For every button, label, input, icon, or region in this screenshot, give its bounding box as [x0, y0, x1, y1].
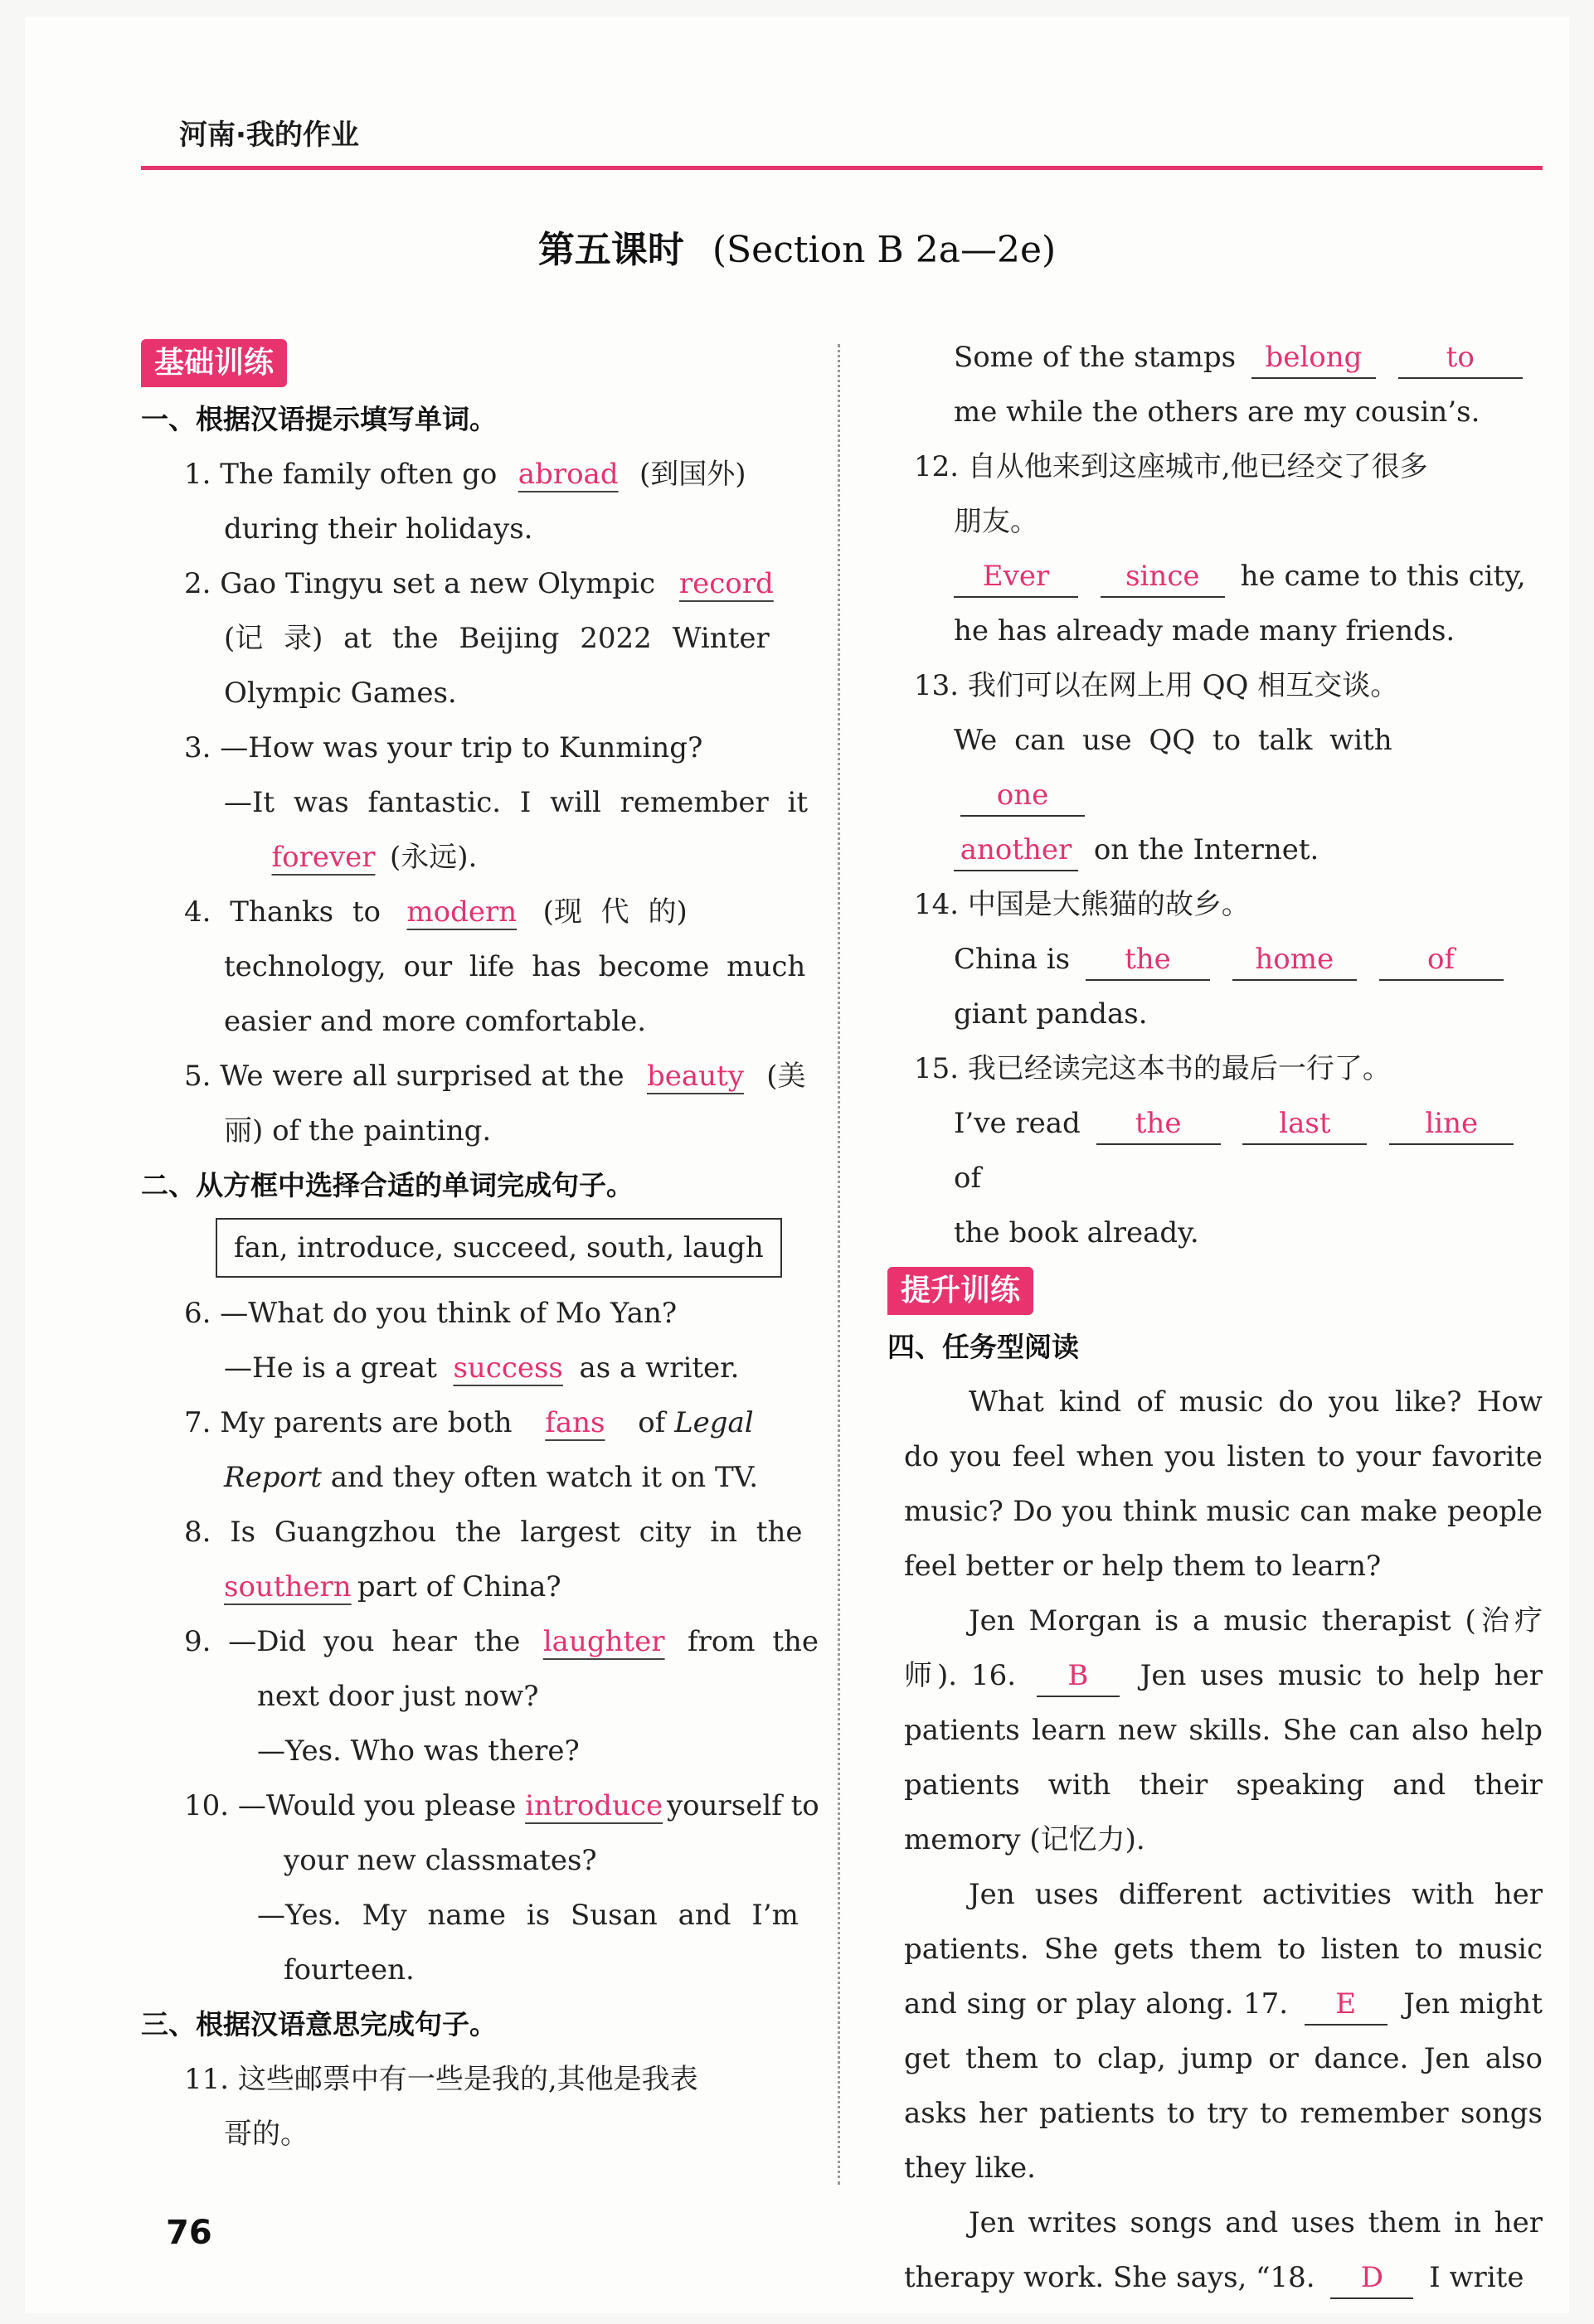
right-column	[887, 330, 1543, 2305]
p3-text-a: Jen uses different activities with her patients. She gets them to listen to music and sing or play along. 17.	[904, 1878, 1543, 2021]
q14-answer-3: of	[1379, 939, 1504, 981]
section-one-heading: 一、根据汉语提示填写单词。	[141, 403, 497, 435]
q7-text: 7. My parents are both	[184, 1406, 513, 1439]
q5-hint: (美	[766, 1060, 806, 1093]
q1-answer: abroad	[518, 458, 619, 491]
q12-answer-1: Ever	[954, 556, 1078, 598]
answer-16: B	[1037, 1656, 1120, 1697]
q1-text: 1. The family often go	[184, 458, 498, 491]
question-9	[141, 1614, 829, 1669]
q5-text: 5. We were all surprised at the	[184, 1060, 624, 1093]
q3-hint: (永远).	[390, 841, 478, 874]
lesson-section: (Section B 2a—2e)	[712, 229, 1057, 271]
q2-continuation: (记 录) at the Beijing 2022 Winter	[224, 622, 770, 655]
q11-text: Some of the stamps	[954, 341, 1237, 374]
q14-text: China is	[954, 943, 1071, 976]
question-13: 13. 我们可以在网上用 QQ 相互交谈。	[914, 669, 1399, 702]
q6-tail: as a writer.	[579, 1351, 740, 1385]
q11-continuation: 哥的。	[224, 2118, 309, 2151]
q9-tail: from the	[688, 1625, 819, 1658]
q9-text: 9. —Did you hear the	[184, 1625, 521, 1658]
q13-text: We can use QQ to talk with	[954, 724, 1392, 757]
q10-reply: —Yes. My name is Susan and I’m	[257, 1899, 799, 1932]
q1-continuation: during their holidays.	[224, 512, 533, 546]
question-11: 11. 这些邮票中有一些是我的,其他是我表	[184, 2063, 698, 2096]
q10-text: 10. —Would you please	[184, 1789, 517, 1822]
q5-continuation: 丽) of the painting.	[224, 1114, 492, 1147]
q9-reply: —Yes. Who was there?	[257, 1735, 580, 1768]
p4-text-b: I write	[1429, 2261, 1524, 2294]
q15-of: of	[954, 1162, 982, 1195]
section-three-heading: 三、根据汉语意思完成句子。	[141, 2008, 497, 2040]
p2-text-a: Jen Morgan is a music therapist (治疗师). 16.	[904, 1604, 1543, 1692]
q4-answer: modern	[406, 895, 518, 929]
q11-answer-2: to	[1398, 337, 1523, 379]
left-column	[141, 336, 829, 2161]
q3-answer: forever	[271, 841, 376, 874]
q2-answer: record	[678, 567, 774, 600]
q15-continuation: the book already.	[954, 1216, 1199, 1249]
q2-continuation-2: Olympic Games.	[224, 677, 457, 710]
question-8: 8. Is Guangzhou the largest city in the	[184, 1516, 803, 1549]
section-four-heading: 四、任务型阅读	[887, 1331, 1079, 1363]
question-15: 15. 我已经读完这本书的最后一行了。	[914, 1052, 1391, 1085]
answer-17: E	[1305, 1984, 1387, 2026]
question-6: 6. —What do you think of Mo Yan?	[184, 1297, 678, 1330]
q8-continuation	[141, 1560, 829, 1614]
q5-answer: beauty	[646, 1060, 744, 1093]
q10-continuation: your new classmates?	[284, 1844, 597, 1877]
q14-continuation: giant pandas.	[954, 997, 1148, 1031]
q6-reply	[141, 1341, 829, 1395]
q4-continuation-2: easier and more comfortable.	[224, 1005, 647, 1038]
q14-english	[887, 932, 1543, 987]
q10-reply-end: fourteen.	[284, 1953, 415, 1987]
q12-continuation-2: he has already made many friends.	[954, 614, 1455, 648]
lesson-title-text: 第五课时	[537, 229, 684, 271]
q7-continuation	[141, 1450, 829, 1505]
q11-continuation-2: me while the others are my cousin’s.	[954, 395, 1480, 429]
q15-answer-2: last	[1242, 1104, 1367, 1145]
q12-answer-2: since	[1101, 556, 1225, 598]
q1-hint: (到国外)	[639, 458, 746, 491]
q7-title-part2: Report	[224, 1461, 322, 1494]
q13-answer-1: one	[960, 775, 1085, 817]
q12-text: he came to this city,	[1240, 560, 1526, 593]
answer-18: D	[1330, 2258, 1413, 2299]
q6-answer: success	[453, 1351, 563, 1385]
q11-answer-1: belong	[1251, 337, 1376, 379]
column-divider	[838, 344, 840, 2185]
q8-answer: southern	[224, 1570, 352, 1604]
question-1	[141, 447, 829, 502]
section-two-heading: 二、从方框中选择合适的单词完成句子。	[141, 1169, 634, 1201]
reading-paragraph-4	[887, 2195, 1543, 2305]
q13-english	[887, 713, 1543, 822]
q8-tail: part of China?	[357, 1570, 561, 1604]
q11-english	[887, 330, 1543, 385]
q9-answer: laughter	[542, 1625, 665, 1658]
question-4	[141, 885, 829, 939]
question-14: 14. 中国是大熊猫的故乡。	[914, 888, 1250, 921]
q3-answer-line	[141, 830, 829, 885]
q3-reply: —It was fantastic. I will remember it	[224, 786, 809, 819]
q2-text: 2. Gao Tingyu set a new Olympic	[184, 567, 656, 600]
q13-continuation	[887, 822, 1543, 877]
q12-english	[887, 549, 1543, 604]
q14-answer-2: home	[1232, 939, 1357, 981]
q13-tail: on the Internet.	[1093, 833, 1319, 866]
basic-training-tag: 基础训练	[141, 339, 287, 387]
q4-continuation: technology, our life has become much	[224, 950, 806, 983]
q12-continuation: 朋友。	[954, 505, 1038, 538]
question-2	[141, 556, 829, 611]
q15-english	[887, 1096, 1543, 1206]
q7-of: of	[638, 1406, 666, 1439]
word-box: fan, introduce, succeed, south, laugh	[216, 1218, 782, 1278]
q4-text: 4. Thanks to	[184, 895, 381, 929]
page-header	[141, 108, 1543, 170]
q7-answer: fans	[545, 1406, 605, 1439]
q14-answer-1: the	[1086, 939, 1210, 981]
workbook-page	[25, 17, 1569, 2313]
question-5	[141, 1049, 829, 1104]
question-3: 3. —How was your trip to Kunming?	[184, 731, 703, 764]
reading-paragraph-1: What kind of music do you like? How do you feel when you listen to your favorite music? Do you think music can make people feel better or help them to learn?	[904, 1385, 1543, 1583]
p3-text-b: Jen might get them to clap, jump or dance. Jen also asks her patients to try to remember songs they like.	[904, 1987, 1543, 2185]
q15-text: I’ve read	[954, 1107, 1081, 1140]
advanced-training-tag: 提升训练	[887, 1267, 1033, 1315]
p4-text-a: Jen writes songs and uses them in her therapy work. She says, “18.	[904, 2206, 1543, 2294]
page-number: 76	[166, 2214, 212, 2252]
q7-tail: and they often watch it on TV.	[330, 1461, 759, 1494]
q15-answer-1: the	[1096, 1104, 1221, 1145]
question-7	[141, 1395, 829, 1450]
q13-answer-2: another	[954, 830, 1078, 871]
q15-answer-3: line	[1389, 1104, 1514, 1145]
q6-text: —He is a great	[224, 1351, 437, 1385]
question-10	[141, 1778, 829, 1833]
q9-continuation: next door just now?	[257, 1680, 539, 1713]
q10-tail: yourself to	[666, 1789, 819, 1822]
lesson-title	[25, 220, 1569, 273]
reading-paragraph-2	[887, 1594, 1543, 1867]
header-title: 河南·我的作业	[179, 119, 359, 152]
q7-title-part1: Legal	[674, 1406, 754, 1439]
q4-hint: (现 代 的)	[542, 895, 688, 929]
p2-text-b: Jen uses music to help her patients learn new skills. She can also help patients with their speaking and their memory (记忆力).	[904, 1659, 1543, 1856]
q10-answer: introduce	[525, 1789, 663, 1822]
reading-paragraph-3	[887, 1867, 1543, 2195]
question-12: 12. 自从他来到这座城市,他已经交了很多	[914, 450, 1428, 483]
